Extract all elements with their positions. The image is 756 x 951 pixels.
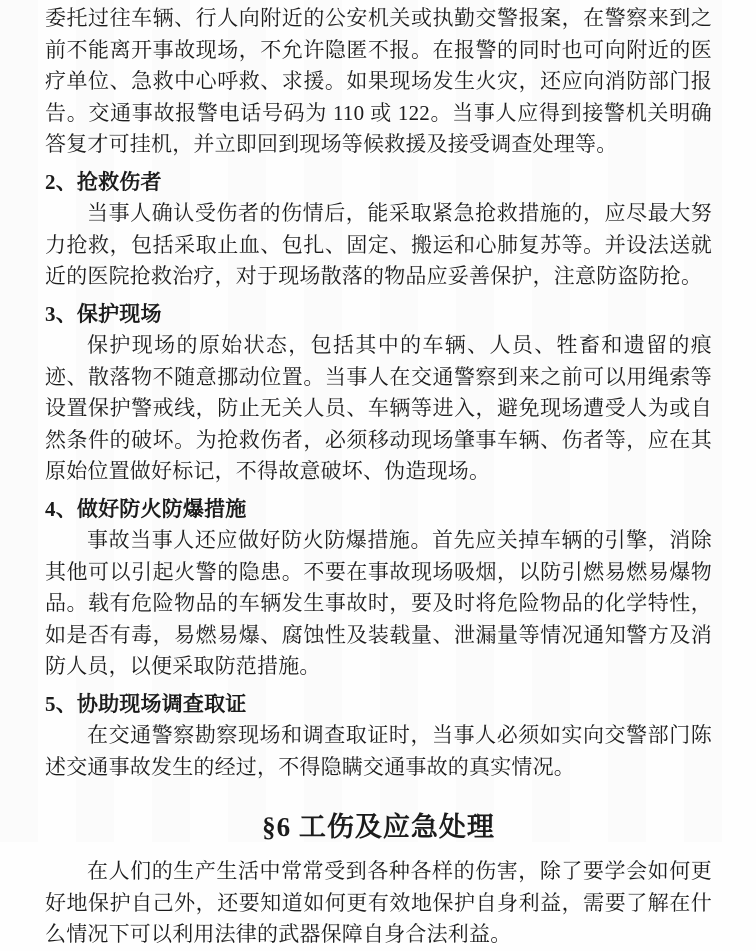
chapter-intro-paragraph: 在人们的生产生活中常常受到各种各样的伤害，除了要学会如何更好地保护自己外，还要知道如何更有效地保护自身利益，需要了解在什么情况下可以利用法律的武器保障自身合法利益。 <box>45 859 712 946</box>
section-paragraph-fire-prevention: 事故当事人还应做好防火防爆措施。首先应关掉车辆的引擎，消除其他可以引起火警的隐患。不要在事故现场吸烟，以防引燃易燃易爆物品。载有危险物品的车辆发生事故时，要及时将危险物品的化学特性，如是否有毒，易燃易爆、腐蚀性及装载量、泄漏量等情况通知警方及消防人员，以便采取防范措施。 <box>45 528 712 678</box>
section-paragraph-assist-investigation: 在交通警察勘察现场和调查取证时，当事人必须如实向交警部门陈述交通事故发生的经过，不得隐瞒交通事故的真实情况。 <box>45 723 712 779</box>
chapter-heading-work-injury: §6 工伤及应急处理 <box>262 812 495 842</box>
section-paragraph-rescue-injured: 当事人确认受伤者的伤情后，能采取紧急抢救措施的，应尽最大努力抢救，包括采取止血、包扎、固定、搬运和心肺复苏等。并设法送就近的医院抢救治疗，对于现场散落的物品应妥善保护，注意防盗防抢。 <box>45 201 712 288</box>
section-heading-protect-scene: 3、保护现场 <box>45 301 162 326</box>
section-heading-fire-prevention: 4、做好防火防爆措施 <box>45 496 247 521</box>
section-heading-assist-investigation: 5、协助现场调查取证 <box>45 691 247 716</box>
intro-paragraph: 委托过往车辆、行人向附近的公安机关或执勤交警报案，在警察来到之前不能离开事故现场，不允许隐匿不报。在报警的同时也可向附近的医疗单位、急救中心呼救、求援。如果现场发生火灾，还应向消防部门报告。交通事故报警电话号码为 110 或 122。当事人应得到接警机关明确答复才可挂机，并立即回到现场等候救援及接受调查处理等。 <box>45 6 712 156</box>
section-heading-rescue-injured: 2、抢救伤者 <box>45 169 162 194</box>
section-paragraph-protect-scene: 保护现场的原始状态，包括其中的车辆、人员、牲畜和遗留的痕迹、散落物不随意挪动位置。当事人在交通警察到来之前可以用绳索等设置保护警戒线，防止无关人员、车辆等进入，避免现场遭受人为或自然条件的破坏。为抢救伤者，必须移动现场肇事车辆、伤者等，应在其原始位置做好标记，不得故意破坏、伪造现场。 <box>45 333 712 483</box>
